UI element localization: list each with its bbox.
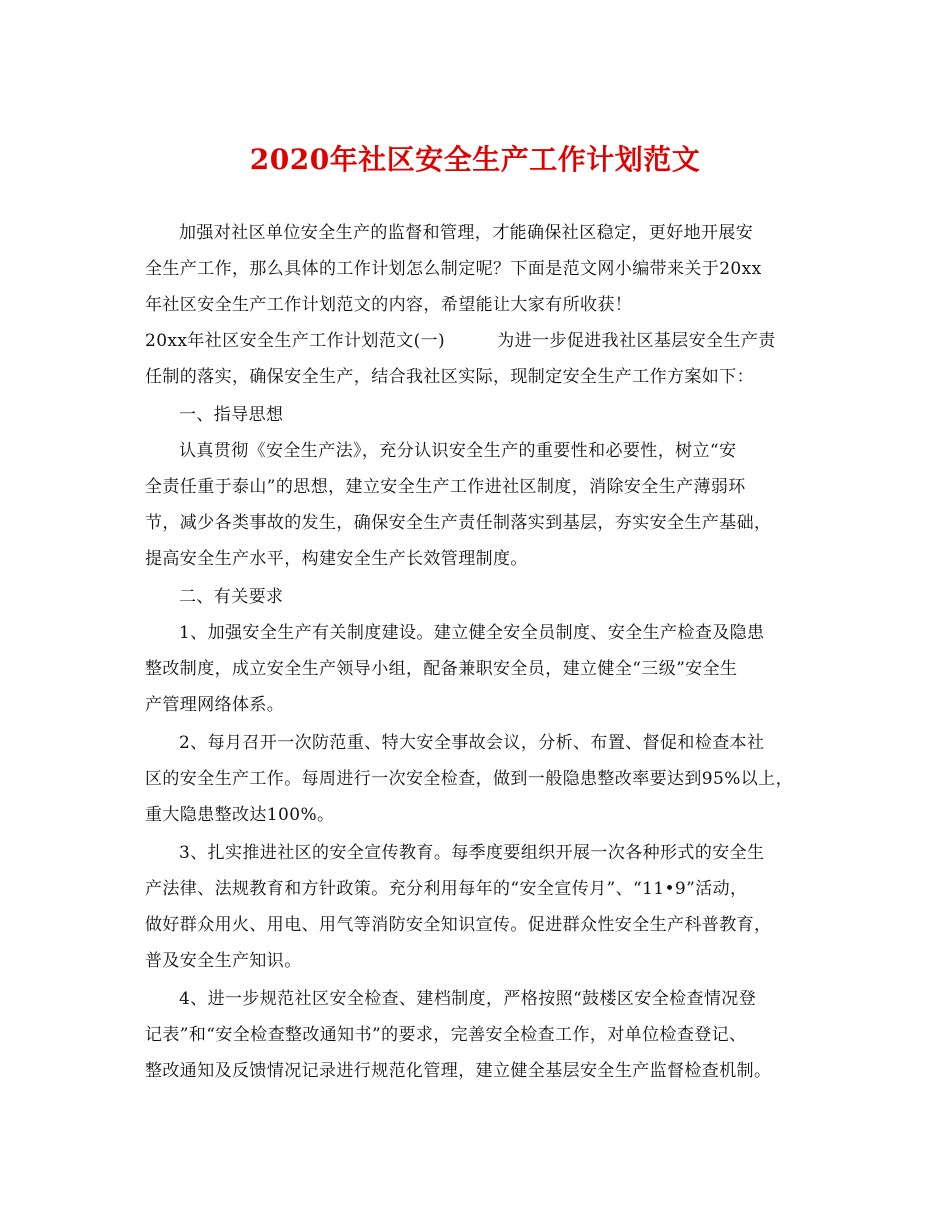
intro-line-1: 加强对社区单位安全生产的监督和管理，才能确保社区稳定，更好地开展安 — [179, 223, 754, 243]
heading-guiding-thought: 一、指导思想 — [179, 405, 284, 425]
guiding-line-1: 认真贯彻《安全生产法》，充分认识安全生产的重要性和必要性，树立“安 — [179, 441, 737, 461]
req1-line-2: 整改制度，成立安全生产领导小组，配备兼职安全员，建立健全“三级”安全生 — [145, 659, 738, 679]
intro-line-2: 全生产工作，那么具体的工作计划怎么制定呢？下面是范文网小编带来关于20xx — [145, 259, 762, 279]
req3-line-1: 3、扎实推进社区的安全宣传教育。每季度要组织开展一次各种形式的安全生 — [179, 843, 765, 863]
section-intro-line-2: 任制的落实，确保安全生产，结合我社区实际，现制定安全生产工作方案如下： — [145, 367, 754, 387]
req3-line-2: 产法律、法规教育和方针政策。充分利用每年的“安全宣传月”、“11•9”活动， — [145, 879, 748, 899]
req3-line-4: 普及安全生产知识。 — [145, 951, 302, 971]
req4-line-3: 整改通知及反馈情况记录进行规范化管理，建立健全基层安全生产监督检查机制。 — [145, 1061, 772, 1081]
req4-line-2: 记表”和“安全检查整改通知书”的要求，完善安全检查工作，对单位检查登记、 — [145, 1025, 747, 1045]
guiding-line-3: 节，减少各类事故的发生，确保安全生产责任制落实到基层，夯实安全生产基础， — [145, 513, 772, 533]
guiding-line-2: 全责任重于泰山”的思想，建立安全生产工作进社区制度，消除安全生产薄弱环 — [145, 477, 746, 497]
req2-line-1: 2、每月召开一次防范重、特大安全事故会议，分析、布置、督促和检查本社 — [179, 733, 765, 753]
document-title: 2020年社区安全生产工作计划范文 — [249, 143, 701, 176]
intro-line-3: 年社区安全生产工作计划范文的内容，希望能让大家有所收获！ — [145, 295, 633, 315]
guiding-line-4: 提高安全生产水平，构建安全生产长效管理制度。 — [145, 549, 528, 569]
req2-line-3: 重大隐患整改达100%。 — [145, 805, 335, 825]
heading-requirements: 二、有关要求 — [179, 587, 284, 607]
section-intro-line-1: 20xx年社区安全生产工作计划范文(一) 为进一步促进我社区基层安全生产责 — [145, 331, 776, 351]
req1-line-3: 产管理网络体系。 — [145, 695, 285, 715]
req3-line-3: 做好群众用火、用电、用气等消防安全知识宣传。促进群众性安全生产科普教育， — [145, 915, 772, 935]
req4-line-1: 4、进一步规范社区安全检查、建档制度，严格按照“鼓楼区安全检查情况登 — [179, 989, 757, 1009]
req2-line-2: 区的安全生产工作。每周进行一次安全检查，做到一般隐患整改率要达到95%以上， — [145, 769, 793, 789]
req1-line-1: 1、加强安全生产有关制度建设。建立健全安全员制度、安全生产检查及隐患 — [179, 623, 765, 643]
